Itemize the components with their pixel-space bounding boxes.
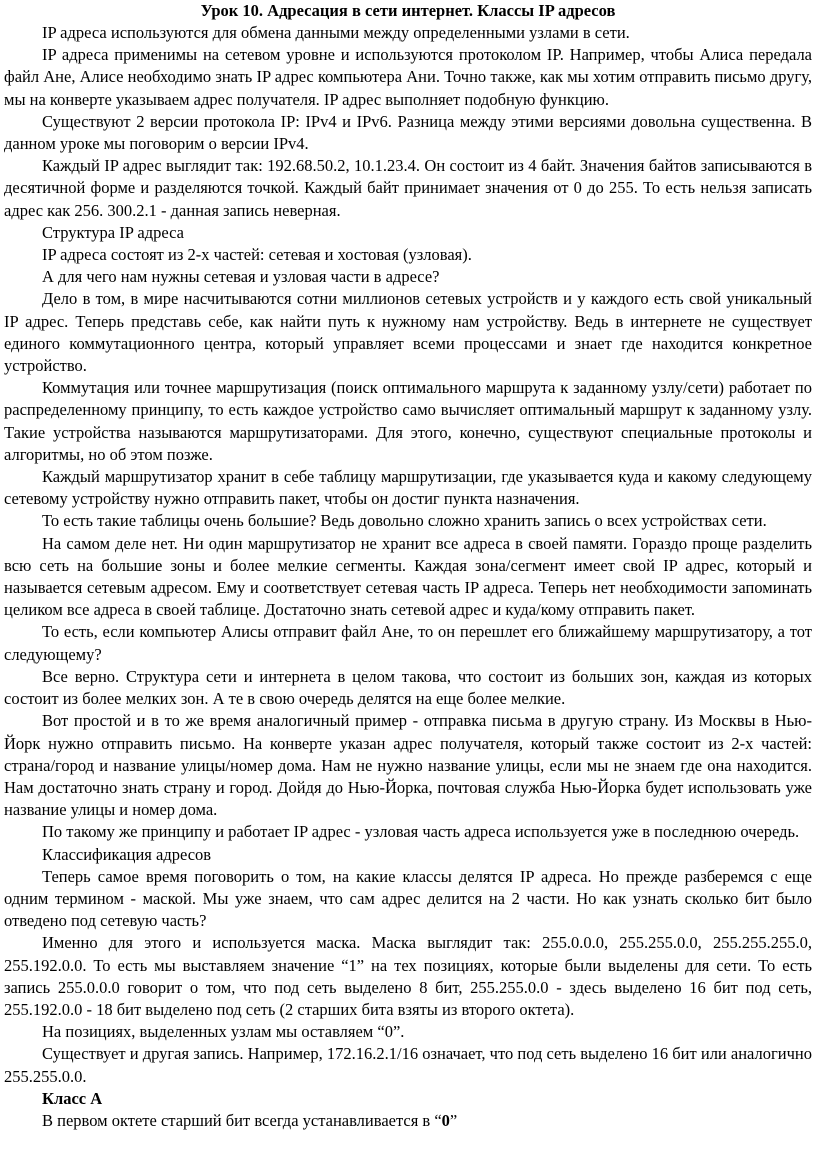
class-a-line-value: 0 bbox=[441, 1110, 450, 1130]
paragraph: А для чего нам нужны сетевая и узловая части в адресе? bbox=[42, 267, 440, 287]
paragraph: Существуют 2 версии протокола IP: IPv4 и IPv6. Разница между этими версиями довольна существенна. В данном уроке мы поговорим о версии IPv4. bbox=[4, 111, 812, 154]
paragraph: Дело в том, в мире насчитываются сотни миллионов сетевых устройств и у каждого есть свой уникальный IP адрес. Теперь представь себе, как найти путь к нужному нам устройству. Ведь в интернете не существует единого коммутационного центра, который управляет всеми процессами и знает где находится конкретное устройство. bbox=[4, 289, 812, 376]
paragraph: Именно для этого и используется маска. Маска выглядит так: 255.0.0.0, 255.255.0.0, 255.255.255.0, 255.192.0.0. То есть мы выставляем значение “1” на тех позициях, которые были выделены для сети. То есть запись 255.0.0.0 говорит о том, что под сеть выделено 8 бит, 255.255.0.0 - здесь выделено 16 бит под сеть, 255.192.0.0 - 18 бит выделено под сеть (2 старших бита взяты из второго октета). bbox=[4, 933, 812, 1019]
page-title: Урок 10. Адресация в сети интернет. Классы IP адресов bbox=[200, 1, 616, 20]
paragraph: Вот простой и в то же время аналогичный пример - отправка письма в другую страну. Из Москвы в Нью-Йорк нужно отправить письмо. На конверте указан адрес получателя, который также состоит из 2-х частей: страна/город и название улицы/номер дома. Нам не нужно название улицы, если мы не знаем где она находится. Нам достаточно знать страну и город. Дойдя до Нью-Йорка, почтовая служба Нью-Йорка будет использовать уже название улицы и номер дома. bbox=[4, 711, 812, 820]
paragraph: IP адреса используются для обмена данными между определенными узлами в сети. bbox=[42, 23, 630, 42]
class-a-heading: Класс А bbox=[42, 1088, 103, 1108]
paragraph: Каждый маршрутизатор хранит в себе таблицу маршрутизации, где указывается куда и какому следующему сетевому устройству нужно отправить пакет, чтобы он достиг пункта назначения. bbox=[4, 467, 812, 509]
paragraph-list bbox=[4, 22, 812, 1088]
document-content bbox=[4, 0, 812, 1132]
paragraph: Структура IP адреса bbox=[42, 222, 184, 242]
paragraph: То есть такие таблицы очень большие? Ведь довольно сложно хранить запись о всех устройствах сети. bbox=[42, 511, 767, 531]
paragraph: Каждый IP адрес выглядит так: 192.68.50.2, 10.1.23.4. Он состоит из 4 байт. Значения байтов записываются в десятичной форме и разделяются точкой. Каждый байт принимает значения от 0 до 255. То есть нельзя записать адрес как 256. 300.2.1 - данная запись неверная. bbox=[4, 156, 812, 220]
paragraph: Коммутация или точнее маршрутизация (поиск оптимального маршрута к заданному узлу/сети) работает по распределенному принципу, то есть каждое устройство само вычисляет оптимальный маршрут к заданному узлу. Такие устройства называются маршрутизаторами. Для этого, конечно, существуют специальные протоколы и алгоритмы, но об этом позже. bbox=[4, 378, 812, 464]
paragraph: Классификация адресов bbox=[42, 844, 212, 864]
class-a-line-suffix: ” bbox=[449, 1110, 458, 1130]
paragraph: Существует и другая запись. Например, 172.16.2.1/16 означает, что под сеть выделено 16 бит или аналогично 255.255.0.0. bbox=[4, 1044, 812, 1086]
paragraph: IP адреса применимы на сетевом уровне и используются протоколом IP. Например, чтобы Алиса передала файл Ане, Алисе необходимо знать IP адрес компьютера Ани. Точно также, как мы хотим отправить письмо другу, мы на конверте указываем адрес получателя. IP адрес выполняет подобную функцию. bbox=[4, 45, 812, 109]
paragraph: Все верно. Структура сети и интернета в целом такова, что состоит из больших зон, каждая из которых состоит из более мелких зон. А те в свою очередь делятся на еще более мелкие. bbox=[4, 666, 812, 709]
paragraph: На самом деле нет. Ни один маршрутизатор не хранит все адреса в своей памяти. Гораздо проще разделить всю сеть на большие зоны и более мелкие сегменты. Каждая зона/сегмент имеет свой IP адрес, который и называется сетевым адресом. Ему и соответствует сетевая часть IP адреса. Теперь нет необходимости запоминать целиком все адреса в своей таблице. Достаточно знать сетевой адрес и куда/кому отправить пакет. bbox=[4, 533, 812, 620]
paragraph: По такому же принципу и работает IP адрес - узловая часть адреса используется уже в последнюю очередь. bbox=[42, 822, 800, 842]
class-a-first-line bbox=[4, 1110, 812, 1132]
class-a-line-prefix: В первом октете старший бит всегда устанавливается в “ bbox=[42, 1110, 442, 1130]
paragraph: На позициях, выделенных узлам мы оставляем “0”. bbox=[42, 1022, 405, 1042]
paragraph: Теперь самое время поговорить о том, на какие классы делятся IP адреса. Но прежде разберемся с еще одним термином - маской. Мы уже знаем, что сам адрес делится на 2 части. Но как узнать сколько бит было отведено под сетевую часть? bbox=[4, 866, 812, 931]
paragraph: IP адреса состоят из 2-х частей: сетевая и хостовая (узловая). bbox=[42, 245, 472, 265]
paragraph: То есть, если компьютер Алисы отправит файл Ане, то он перешлет его ближайшему маршрутизатору, а тот следующему? bbox=[4, 622, 812, 664]
